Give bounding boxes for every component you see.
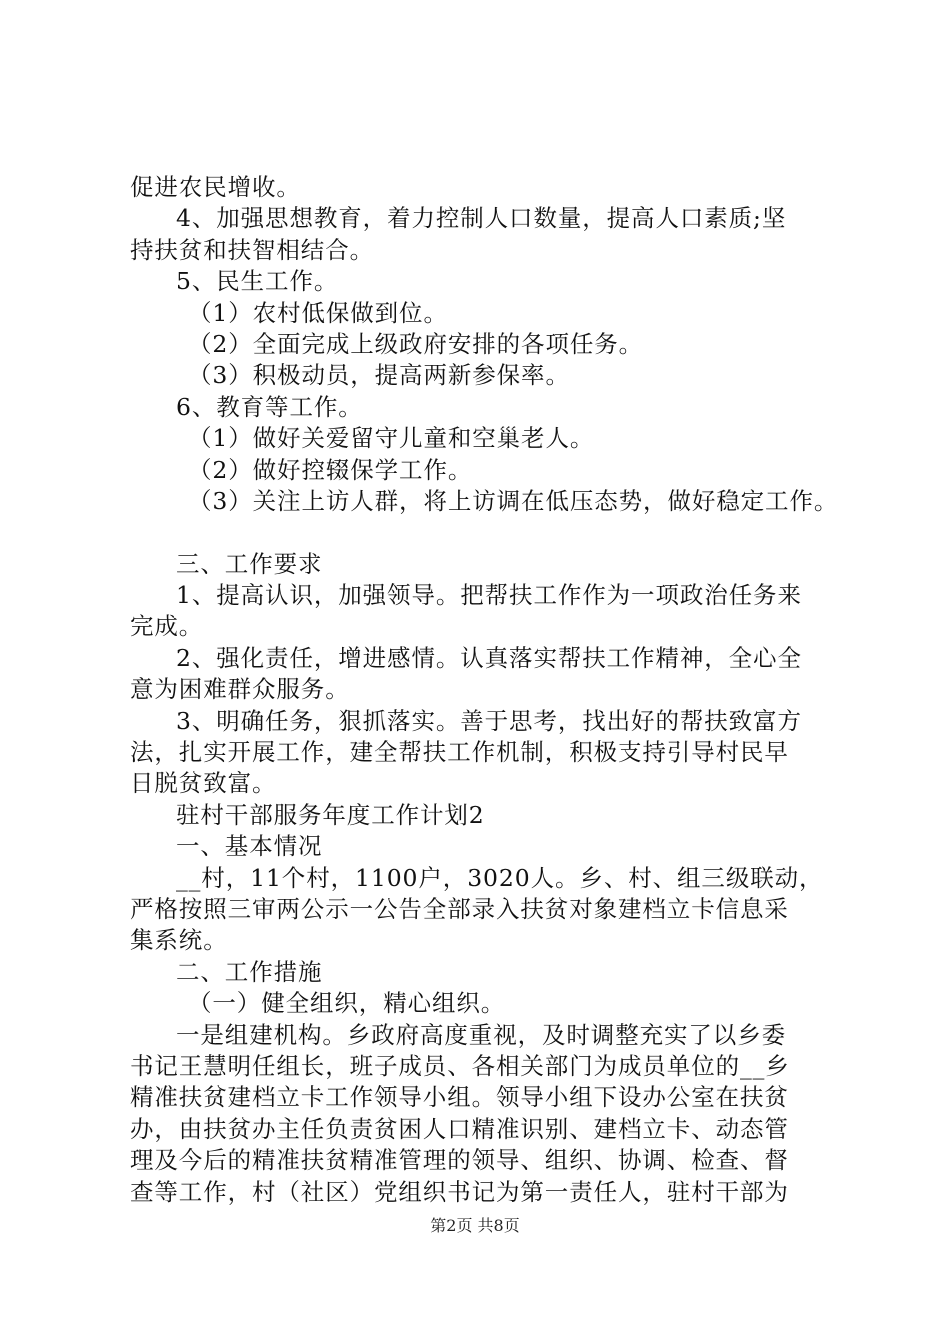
text-line: 查等工作，村（社区）党组织书记为第一责任人，驻村干部为 (130, 1177, 789, 1206)
text-line: __村，11个村，1100户，3020人。乡、村、组三级联动， (176, 863, 824, 892)
text-line: 促进农民增收。 (130, 173, 301, 201)
text-line: 持扶贫和扶智相结合。 (130, 235, 374, 264)
sub-item: （1）做好关爱留守儿童和空巢老人。 (188, 424, 595, 453)
text-line: 集系统。 (130, 926, 228, 955)
text-line: 2、强化责任，增进感情。认真落实帮扶工作精神，全心全 (176, 643, 802, 672)
text-line: 一是组建机构。乡政府高度重视，及时调整充实了以乡委 (176, 1020, 786, 1049)
section-heading: 一、基本情况 (176, 832, 323, 861)
text-line: 4、加强思想教育，着力控制人口数量，提高人口素质;坚 (176, 204, 787, 233)
text-line: 严格按照三审两公示一公告全部录入扶贫对象建档立卡信息采 (130, 894, 789, 923)
text-line: 意为困难群众服务。 (130, 675, 350, 704)
document-body (130, 172, 850, 1208)
text-line: 精准扶贫建档立卡工作领导小组。领导小组下设办公室在扶贫 (130, 1083, 789, 1112)
text-line: 办，由扶贫办主任负责贫困人口精准识别、建档立卡、动态管 (130, 1114, 789, 1143)
sub-heading: （一）健全组织，精心组织。 (188, 989, 506, 1018)
section-heading: 三、工作要求 (176, 549, 323, 578)
sub-item: （2）做好控辍保学工作。 (188, 455, 473, 484)
section-heading: 二、工作措施 (176, 957, 323, 986)
text-line: 书记王慧明任组长，班子成员、各相关部门为成员单位的__乡 (130, 1051, 790, 1080)
text-line: 理及今后的精准扶贫精准管理的领导、组织、协调、检查、督 (130, 1146, 789, 1175)
document-title: 驻村干部服务年度工作计划2 (176, 800, 485, 829)
text-line: 日脱贫致富。 (130, 769, 277, 798)
section-item-heading: 6、教育等工作。 (176, 392, 363, 421)
sub-item: （1）农村低保做到位。 (188, 298, 448, 327)
sub-item: （2）全面完成上级政府安排的各项任务。 (188, 329, 644, 358)
sub-item: （3）关注上访人群，将上访调在低压态势，做好稳定工作。 (188, 486, 839, 515)
page-number: 第2页 共8页 (430, 1216, 520, 1235)
text-line: 1、提高认识，加强领导。把帮扶工作作为一项政治任务来 (176, 581, 802, 610)
paragraph-gap (130, 517, 850, 548)
text-line: 3、明确任务，狠抓落实。善于思考，找出好的帮扶致富方 (176, 706, 802, 735)
text-line: 法，扎实开展工作，建全帮扶工作机制，积极支持引导村民早 (130, 738, 789, 767)
sub-item: （3）积极动员，提高两新参保率。 (188, 361, 570, 390)
text-line: 完成。 (130, 612, 204, 641)
section-item-heading: 5、民生工作。 (176, 267, 339, 296)
